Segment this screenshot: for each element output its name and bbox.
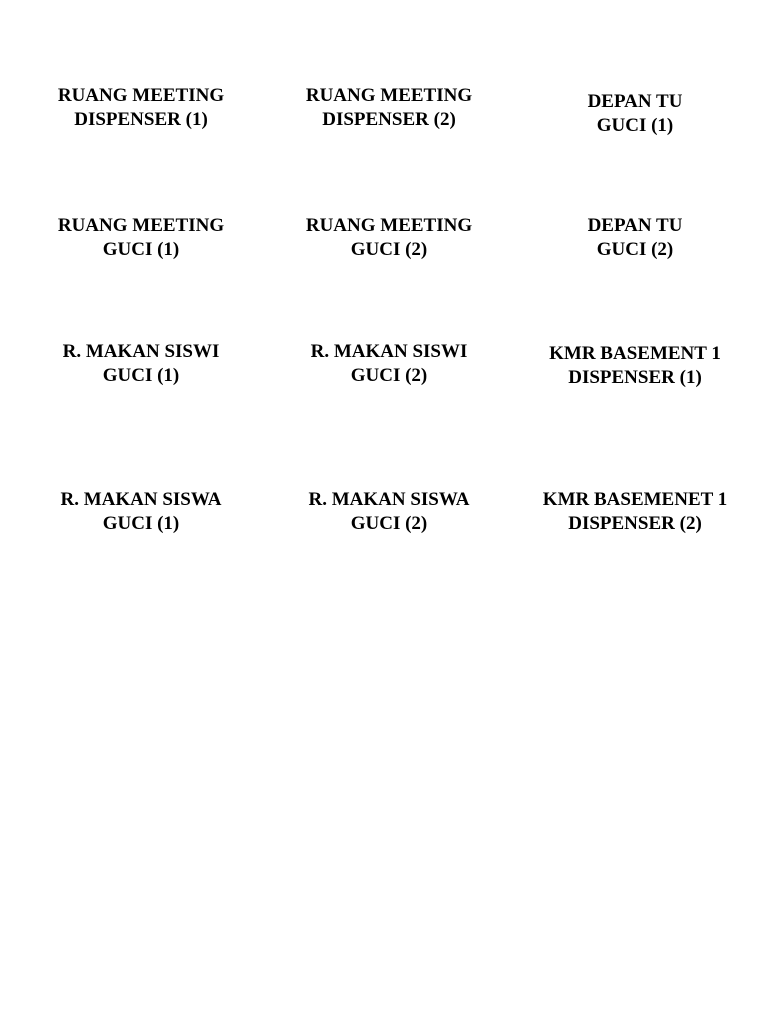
label-location: DEPAN TU (587, 215, 683, 236)
label-9 (525, 342, 745, 390)
label-8 (279, 340, 499, 388)
label-location: R. MAKAN SISWA (308, 489, 470, 510)
label-item: DISPENSER (1) (74, 109, 208, 130)
label-location: R. MAKAN SISWA (60, 489, 222, 510)
label-item: GUCI (2) (350, 239, 428, 260)
label-item: GUCI (2) (350, 365, 428, 386)
label-item: GUCI (1) (102, 513, 180, 534)
label-item: DISPENSER (2) (322, 109, 456, 130)
label-2 (279, 84, 499, 132)
label-12 (525, 488, 745, 536)
label-item: GUCI (1) (102, 365, 180, 386)
label-location: KMR BASEMENT 1 (549, 343, 721, 364)
label-5 (279, 214, 499, 262)
label-6 (525, 214, 745, 262)
label-item: GUCI (2) (350, 513, 428, 534)
label-location: RUANG MEETING (57, 85, 225, 106)
label-4 (31, 214, 251, 262)
label-location: R. MAKAN SISWI (310, 341, 468, 362)
label-location: RUANG MEETING (305, 85, 473, 106)
label-item: GUCI (1) (596, 115, 674, 136)
label-10 (31, 488, 251, 536)
label-location: KMR BASEMENET 1 (542, 489, 728, 510)
label-location: RUANG MEETING (57, 215, 225, 236)
label-location: R. MAKAN SISWI (62, 341, 220, 362)
label-item: DISPENSER (2) (568, 513, 702, 534)
label-1 (31, 84, 251, 132)
label-location: RUANG MEETING (305, 215, 473, 236)
label-location: DEPAN TU (587, 91, 683, 112)
label-item: GUCI (1) (102, 239, 180, 260)
label-3 (525, 90, 745, 138)
label-11 (279, 488, 499, 536)
label-item: DISPENSER (1) (568, 367, 702, 388)
label-7 (31, 340, 251, 388)
label-item: GUCI (2) (596, 239, 674, 260)
